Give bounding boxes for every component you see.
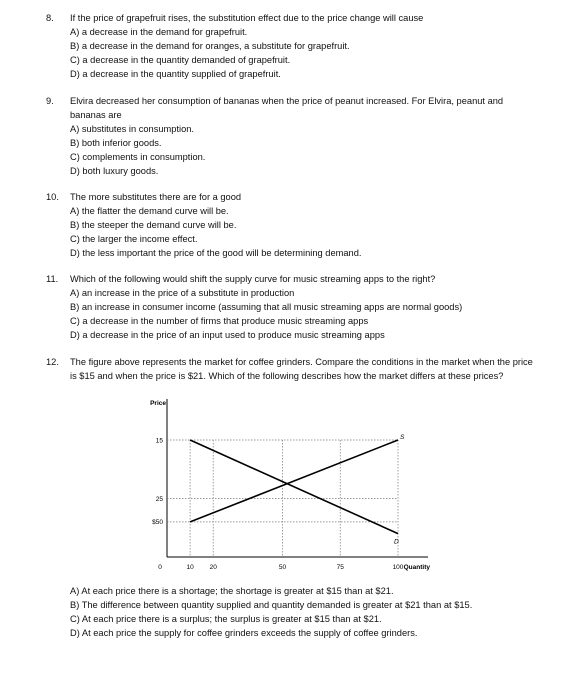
demand-curve-label: D: [394, 538, 399, 546]
x-tick-label: 75: [336, 564, 344, 571]
option-a: A) substitutes in consumption.: [70, 124, 195, 134]
option-b: B) an increase in consumer income (assuming that all music streaming apps are normal goods): [70, 302, 463, 312]
question-number: 9.: [46, 96, 54, 106]
option-d: D) the less important the price of the good will be determining demand.: [70, 248, 362, 258]
option-c: C) complements in consumption.: [70, 152, 206, 162]
x-tick-label: 100: [392, 564, 404, 571]
option-d: D) a decrease in the quantity supplied of grapefruit.: [70, 69, 281, 79]
y-tick-label: 25: [155, 495, 163, 503]
option-a: A) an increase in the price of a substitute in production: [70, 288, 295, 298]
question-stem: The more substitutes there are for a good: [70, 192, 242, 202]
y-tick-label: 15: [155, 437, 163, 445]
x-tick-label: 0: [158, 564, 162, 571]
question-number: 11.: [46, 274, 59, 284]
option-d: D) a decrease in the price of an input used to produce music streaming apps: [70, 330, 385, 340]
x-tick-label: 10: [186, 564, 194, 571]
demand-line: [190, 440, 398, 534]
x-tick-label: 20: [209, 564, 217, 571]
option-b: B) a decrease in the demand for oranges, a substitute for grapefruit.: [70, 41, 350, 51]
option-a: A) the flatter the demand curve will be.: [70, 206, 229, 216]
question-number: 10.: [46, 192, 59, 202]
question-stem: Which of the following would shift the supply curve for music streaming apps to the right?: [70, 274, 436, 284]
supply-curve-label: S: [400, 434, 405, 441]
question-number: 8.: [46, 13, 54, 23]
y-tick-label: $50: [152, 519, 163, 527]
option-d: D) both luxury goods.: [70, 166, 159, 176]
option-a: A) At each price there is a shortage; the shortage is greater at $15 than at $21.: [70, 586, 394, 596]
option-b: B) both inferior goods.: [70, 138, 162, 148]
option-c: C) a decrease in the quantity demanded of grapefruit.: [70, 55, 291, 65]
supply-demand-chart: [138, 395, 438, 580]
option-c: C) At each price there is a surplus; the surplus is greater at $15 than at $21.: [70, 614, 382, 624]
question-stem: Elvira decreased her consumption of bananas when the price of peanut increased. For Elvira, peanut and bananas are: [70, 96, 504, 120]
option-b: B) The difference between quantity supplied and quantity demanded is greater at $21 than at $15.: [70, 600, 473, 610]
option-b: B) the steeper the demand curve will be.: [70, 220, 237, 230]
supply-line: [190, 440, 398, 522]
option-c: C) the larger the income effect.: [70, 234, 198, 244]
option-d: D) At each price the supply for coffee grinders exceeds the supply of coffee grinders.: [70, 628, 418, 638]
question-stem: The figure above represents the market for coffee grinders. Compare the conditions in the market when the price is $15 and when the price is $21. Which of the following describes how the market differs at these prices?: [70, 357, 533, 381]
question-number: 12.: [46, 357, 59, 367]
x-tick-label: 50: [278, 564, 287, 571]
question-stem: If the price of grapefruit rises, the substitution effect due to the price change will cause: [70, 13, 424, 23]
option-c: C) a decrease in the number of firms that produce music streaming apps: [70, 316, 369, 326]
y-axis-label: Price: [150, 400, 166, 407]
x-axis-label: Quantity: [403, 564, 430, 571]
option-a: A) a decrease in the demand for grapefruit.: [70, 27, 248, 37]
